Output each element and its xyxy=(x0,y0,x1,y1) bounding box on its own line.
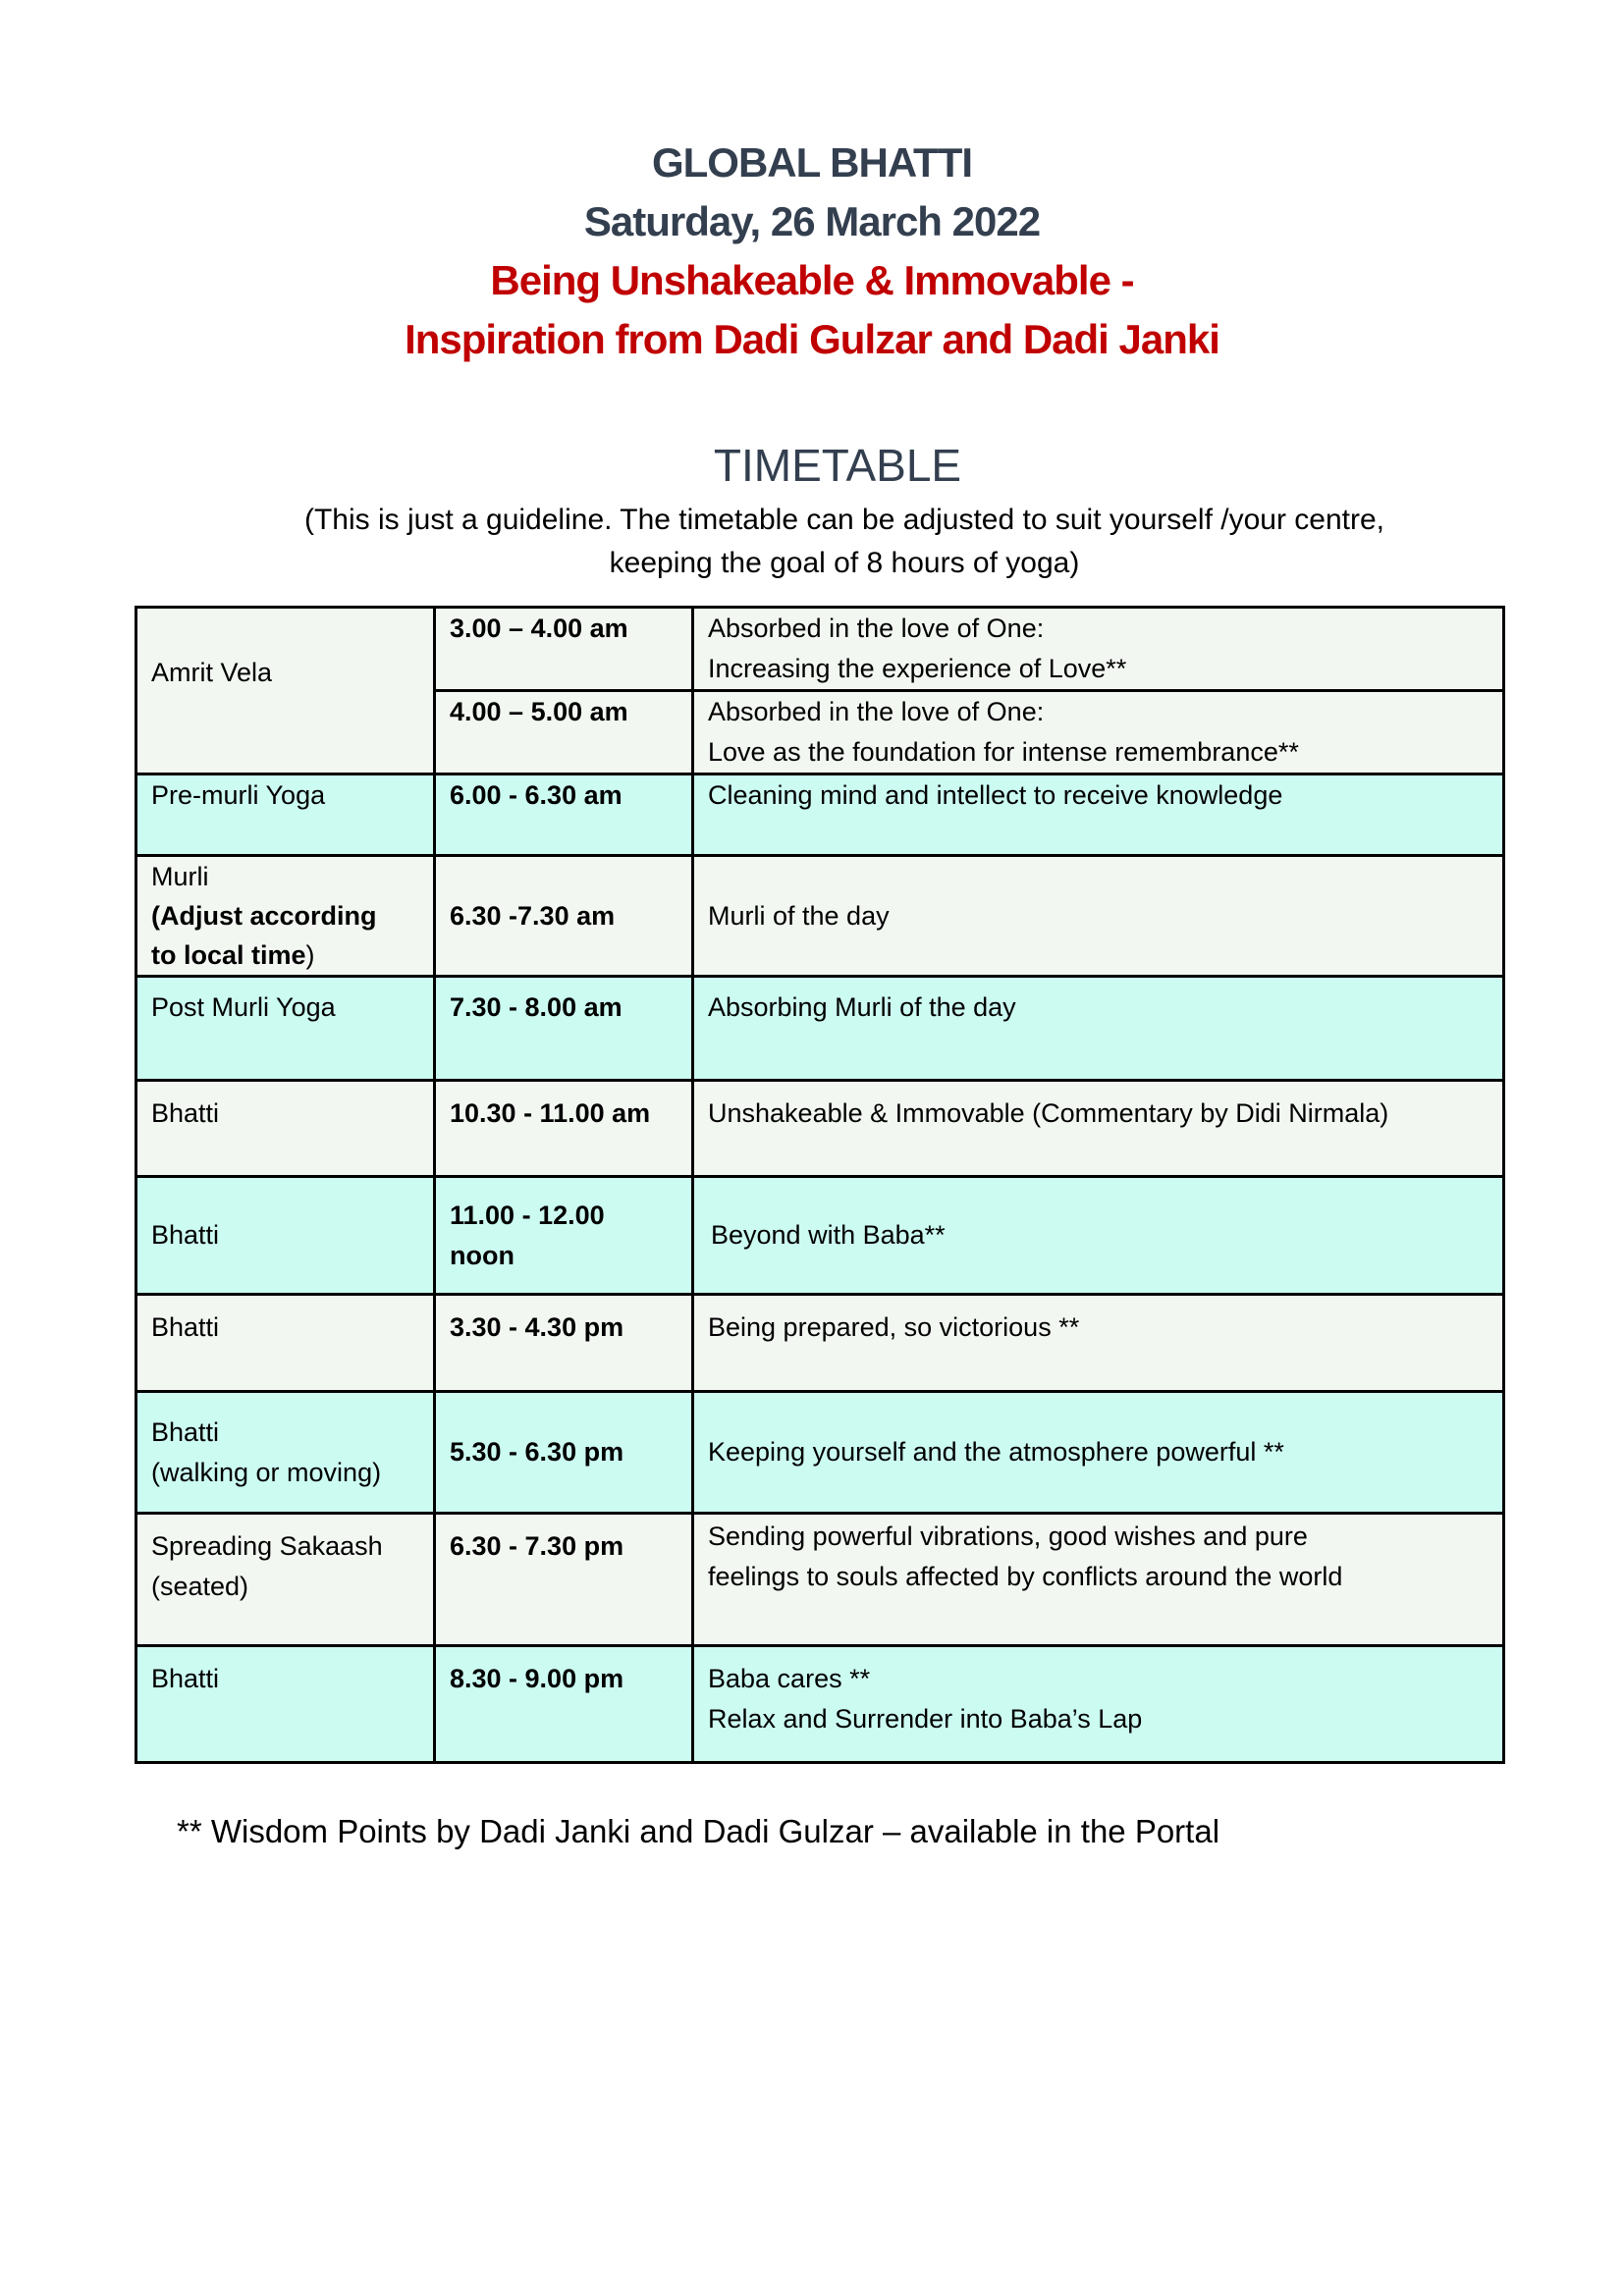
description-cell xyxy=(693,774,1504,856)
session-label: Spreading Sakaash xyxy=(151,1531,383,1561)
timetable-heading: TIMETABLE xyxy=(713,440,962,491)
description-cell xyxy=(693,1081,1504,1177)
description-line: Keeping yourself and the atmosphere powerful ** xyxy=(708,1437,1284,1467)
description-cell xyxy=(693,977,1504,1081)
description-line: Cleaning mind and intellect to receive knowledge xyxy=(708,780,1283,810)
session-cell xyxy=(136,1177,435,1295)
table-row xyxy=(136,856,1504,977)
description-line: Unshakeable & Immovable (Commentary by Didi Nirmala) xyxy=(708,1098,1389,1128)
table-row xyxy=(136,774,1504,856)
session-cell xyxy=(136,1081,435,1177)
session-label: Post Murli Yoga xyxy=(151,992,336,1022)
footnote: ** Wisdom Points by Dadi Janki and Dadi Gulzar – available in the Portal xyxy=(177,1813,1220,1849)
table-row xyxy=(136,1081,1504,1177)
time-label: 3.00 – 4.00 am xyxy=(450,614,628,643)
description-line: Absorbed in the love of One: xyxy=(708,697,1045,726)
session-note: to local time xyxy=(151,940,306,970)
time-cell xyxy=(435,774,693,856)
timetable-note-line-1: (This is just a guideline. The timetable can be adjusted to suit yourself /your centre, xyxy=(303,504,1385,536)
description-line: Murli of the day xyxy=(708,900,890,931)
table-row xyxy=(136,977,1504,1081)
time-cell xyxy=(435,1392,693,1514)
description-line: Absorbed in the love of One: xyxy=(708,614,1045,643)
session-cell xyxy=(136,608,435,774)
table-row xyxy=(136,1295,1504,1392)
timetable-note xyxy=(0,499,1624,585)
session-cell xyxy=(136,1514,435,1646)
time-cell xyxy=(435,1514,693,1646)
time-cell xyxy=(435,977,693,1081)
session-label: Murli xyxy=(151,862,209,891)
table-row xyxy=(136,1392,1504,1514)
description-line: Being prepared, so victorious ** xyxy=(708,1312,1080,1342)
time-label: 10.30 - 11.00 am xyxy=(450,1098,651,1128)
description-cell xyxy=(693,1646,1504,1763)
document-title: GLOBAL BHATTI xyxy=(651,139,973,186)
timetable-table xyxy=(135,606,1505,1764)
table-row xyxy=(136,1514,1504,1646)
time-label-line-1: 11.00 - 12.00 xyxy=(450,1200,605,1230)
time-label: 8.30 - 9.00 pm xyxy=(450,1664,624,1693)
time-label: 6.30 -7.30 am xyxy=(450,900,616,931)
session-note: (seated) xyxy=(151,1572,249,1601)
session-cell xyxy=(136,774,435,856)
description-line: feelings to souls affected by conflicts around the world xyxy=(708,1562,1343,1591)
session-note-end: ) xyxy=(305,940,315,970)
time-cell xyxy=(435,691,693,774)
time-cell xyxy=(435,1177,693,1295)
session-label: Bhatti xyxy=(151,1416,220,1447)
session-cell xyxy=(136,1392,435,1514)
table-row xyxy=(136,1646,1504,1763)
table-row xyxy=(136,608,1504,691)
session-note: (walking or moving) xyxy=(151,1457,382,1487)
description-line: Beyond with Baba** xyxy=(711,1220,946,1250)
description-line: Baba cares ** xyxy=(708,1664,871,1693)
theme-line-1: Being Unshakeable & Immovable - xyxy=(490,257,1134,303)
time-label: 3.30 - 4.30 pm xyxy=(450,1312,624,1342)
description-line: Absorbing Murli of the day xyxy=(708,992,1016,1022)
session-label: Amrit Vela xyxy=(151,658,273,687)
session-cell xyxy=(136,1295,435,1392)
time-label-line-2: noon xyxy=(450,1240,514,1270)
time-cell xyxy=(435,608,693,691)
time-label: 6.30 - 7.30 pm xyxy=(450,1531,624,1561)
time-cell xyxy=(435,1646,693,1763)
session-label: Bhatti xyxy=(151,1664,220,1693)
time-label: 4.00 – 5.00 am xyxy=(450,697,628,726)
event-date: Saturday, 26 March 2022 xyxy=(583,198,1041,244)
time-cell xyxy=(435,856,693,977)
description-cell xyxy=(693,856,1504,977)
time-cell xyxy=(435,1295,693,1392)
description-cell xyxy=(693,691,1504,774)
table-row xyxy=(136,1177,1504,1295)
session-label: Bhatti xyxy=(151,1312,220,1342)
timetable-note-line-2: keeping the goal of 8 hours of yoga) xyxy=(609,547,1080,579)
description-line: Increasing the experience of Love** xyxy=(708,654,1127,683)
session-label: Bhatti xyxy=(151,1220,220,1250)
time-cell xyxy=(435,1081,693,1177)
session-cell xyxy=(136,977,435,1081)
description-line: Love as the foundation for intense remembrance** xyxy=(708,737,1299,767)
description-line: Sending powerful vibrations, good wishes and pure xyxy=(708,1522,1308,1551)
time-label: 5.30 - 6.30 pm xyxy=(450,1437,624,1467)
session-cell xyxy=(136,856,435,977)
session-label: Bhatti xyxy=(151,1098,220,1128)
theme-line-2: Inspiration from Dadi Gulzar and Dadi Janki xyxy=(405,316,1219,362)
time-label: 6.00 - 6.30 am xyxy=(450,780,623,810)
description-cell xyxy=(693,1295,1504,1392)
description-cell xyxy=(693,1514,1504,1646)
description-cell xyxy=(693,1177,1504,1295)
description-cell xyxy=(693,608,1504,691)
description-cell xyxy=(693,1392,1504,1514)
description-line: Relax and Surrender into Baba’s Lap xyxy=(708,1704,1143,1734)
session-note: (Adjust according xyxy=(151,901,377,931)
time-label: 7.30 - 8.00 am xyxy=(450,992,623,1022)
session-label: Pre-murli Yoga xyxy=(151,780,326,810)
session-cell xyxy=(136,1646,435,1763)
